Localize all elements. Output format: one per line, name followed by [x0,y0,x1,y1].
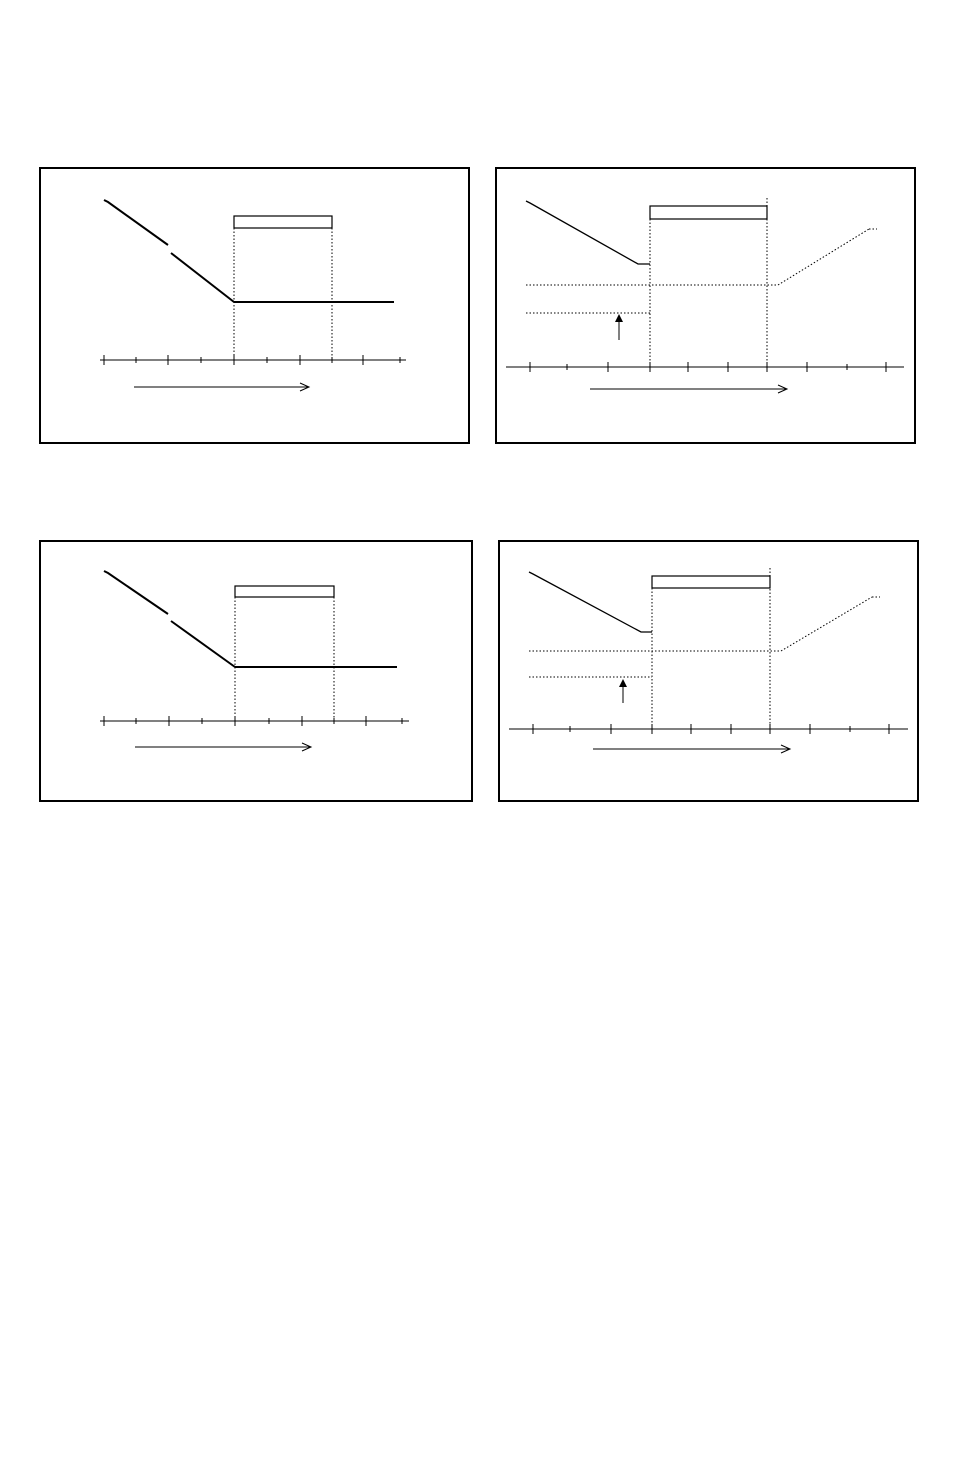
direction-arrow [135,743,311,751]
diagram-top-left [40,168,469,443]
diagram-bottom-right [499,541,918,801]
frame [40,168,469,443]
descending-line [526,201,650,264]
descending-line [529,572,652,632]
window-box [650,206,767,219]
direction-arrow [590,385,787,393]
direction-arrow [134,383,309,391]
descending-line [104,571,235,667]
frame [40,541,472,801]
diagram-bottom-left [40,541,472,801]
up-arrow [615,314,623,340]
window-box [652,576,770,588]
diagram-top-right [496,168,915,443]
up-arrow [619,679,627,703]
window-box [235,586,334,597]
dotted-rising-line [781,597,872,651]
dotted-rising-line [778,229,869,285]
window-box [234,216,332,228]
descending-line [104,200,234,302]
direction-arrow [593,745,790,753]
